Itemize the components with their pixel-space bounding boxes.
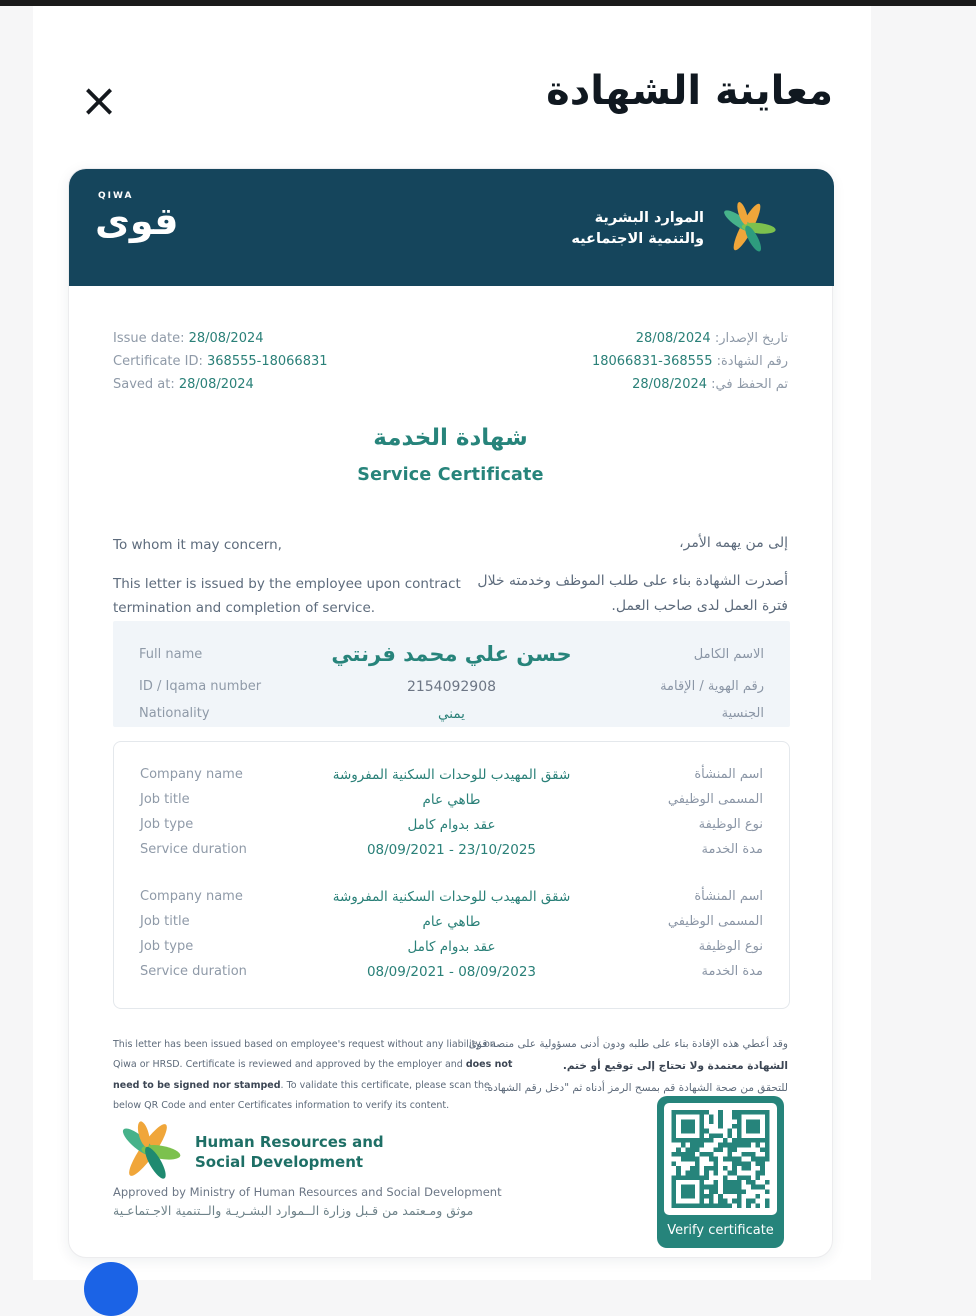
salutation-english: To whom it may concern, xyxy=(113,537,282,553)
hrsd-logo xyxy=(107,1109,384,1195)
full-name-value: حسن علي محمد فرنتي xyxy=(331,642,572,666)
job-title-value: طاهي عام xyxy=(422,791,481,808)
approved-by-arabic: موثق ومـعتمد من قـبل وزارة الــموارد البشـريـة والــتنمية الاجـتماعـية xyxy=(113,1203,474,1218)
meta-arabic xyxy=(592,327,788,396)
ministry-logo-text: الموارد البشرية والتنمية الاجتماعيه xyxy=(571,209,704,247)
row-label-ar: نوع الوظيفة xyxy=(698,939,763,954)
row-label-en: Job title xyxy=(140,914,190,929)
row-label-ar: المسمى الوظيفي xyxy=(667,914,763,929)
certificate-title-arabic: شهادة الخدمة xyxy=(373,425,528,451)
table-row xyxy=(140,884,763,909)
row-label-en: Service duration xyxy=(140,842,247,857)
row-label-ar: المسمى الوظيفي xyxy=(667,792,763,807)
table-row xyxy=(140,762,763,787)
ministry-logo xyxy=(571,191,780,267)
hrsd-star-icon xyxy=(107,1109,189,1195)
meta-row: رقم الشهادة: 368555-18066831 xyxy=(591,354,788,369)
table-row xyxy=(139,635,764,673)
meta-row: Issue date: 28/08/2024 xyxy=(113,331,264,346)
row-label-ar: نوع الوظيفة xyxy=(698,817,763,832)
floating-action-button[interactable] xyxy=(84,1262,138,1316)
job-type-value: عقد بدوام كامل xyxy=(407,816,496,833)
row-label-en: Service duration xyxy=(140,964,247,979)
row-label-ar: الاسم الكامل xyxy=(693,646,764,662)
service-duration-value: 08/09/2021 - 08/09/2023 xyxy=(366,963,537,980)
verify-certificate-label: Verify certificate xyxy=(667,1223,774,1238)
table-row xyxy=(140,909,763,934)
row-label-ar: مدة الخدمة xyxy=(701,842,763,857)
table-row xyxy=(140,959,763,984)
employment-block-1 xyxy=(140,762,763,862)
row-label-ar: مدة الخدمة xyxy=(701,964,763,979)
table-row xyxy=(140,787,763,812)
row-label-en: ID / Iqama number xyxy=(139,679,262,694)
employment-block-2 xyxy=(140,884,763,984)
row-label-ar: رقم الهوية / الإقامة xyxy=(660,679,764,694)
table-row xyxy=(139,673,764,700)
approved-by-english: Approved by Ministry of Human Resources and Social Development xyxy=(113,1185,502,1199)
page-title: معاينة الشهادة xyxy=(546,68,833,114)
iqama-number-value: 2154092908 xyxy=(406,678,497,695)
row-label-en: Full name xyxy=(139,646,203,662)
employment-info-box xyxy=(113,741,790,1009)
row-label-ar: اسم المنشأة xyxy=(694,767,763,782)
certificate-title-english: Service Certificate xyxy=(357,465,544,485)
row-label-en: Company name xyxy=(140,767,243,782)
meta-row: Certificate ID: 368555-18066831 xyxy=(113,354,328,369)
row-label-ar: اسم المنشأة xyxy=(694,889,763,904)
qiwa-logo xyxy=(95,191,179,243)
certificate-preview-modal xyxy=(33,6,871,1280)
table-row xyxy=(140,837,763,862)
modal-header xyxy=(33,6,871,156)
row-label-en: Job title xyxy=(140,792,190,807)
intro-english: This letter is issued by the employee upon contract termination and completion of service. xyxy=(113,576,461,616)
row-label-en: Job type xyxy=(140,939,194,954)
disclaimer-arabic: وقد أعطي هذه الإفادة بناء على طلبه ودون أدنى مسؤولية على منصة قوى الشهادة معتمدة ولا تحتاج إلى توقيع أو ختم. للتحقق من صحة الشهادة قم بمسح الرمز أدناه ثم "دخل رقم الشهادة. xyxy=(468,1038,788,1095)
meta-row: تاريخ الإصدار: 28/08/2024 xyxy=(635,331,788,346)
company-name-value: شقق المهيدب للوحدات السكنية المفروشة xyxy=(332,888,571,905)
close-icon[interactable]: × xyxy=(79,73,119,127)
job-type-value: عقد بدوام كامل xyxy=(407,938,496,955)
ministry-star-icon xyxy=(714,191,780,267)
disclaimer-english: This letter has been issued based on employee's request without any liability on Qiwa or HRSD. Certificate is reviewed and approved by the employer and does not need to be signed nor stamped. To validate this certificate, please scan the below QR Code and enter Certificates information to verify its content. xyxy=(113,1039,513,1112)
qiwa-logo-arabic: قوى xyxy=(95,199,179,243)
verify-certificate-button[interactable] xyxy=(657,1096,784,1248)
row-label-en: Company name xyxy=(140,889,243,904)
meta-english xyxy=(113,327,328,396)
hrsd-logo-text: Human Resources and Social Development xyxy=(195,1132,384,1171)
intro-arabic: أصدرت الشهادة بناء على طلب الموظف وخدمته خلال فترة العمل لدى صاحب العمل. xyxy=(477,573,788,614)
table-row xyxy=(140,934,763,959)
personal-info-box xyxy=(113,621,790,727)
certificate-card xyxy=(68,168,833,1258)
table-row xyxy=(139,700,764,727)
row-label-en: Job type xyxy=(140,817,194,832)
job-title-value: طاهي عام xyxy=(422,913,481,930)
row-label-en: Nationality xyxy=(139,706,210,721)
row-label-ar: الجنسية xyxy=(721,706,764,721)
service-duration-value: 08/09/2021 - 23/10/2025 xyxy=(366,841,537,858)
company-name-value: شقق المهيدب للوحدات السكنية المفروشة xyxy=(332,766,571,783)
table-row xyxy=(140,812,763,837)
qiwa-logo-latin: QIWA xyxy=(98,191,134,201)
certificate-header-band xyxy=(69,169,834,286)
qr-code xyxy=(664,1103,777,1215)
salutation-arabic: إلى من يهمه الأمر، xyxy=(679,535,788,551)
meta-row: تم الحفظ في: 28/08/2024 xyxy=(632,377,788,392)
nationality-value: يمني xyxy=(438,705,465,722)
meta-row: Saved at: 28/08/2024 xyxy=(113,377,254,392)
